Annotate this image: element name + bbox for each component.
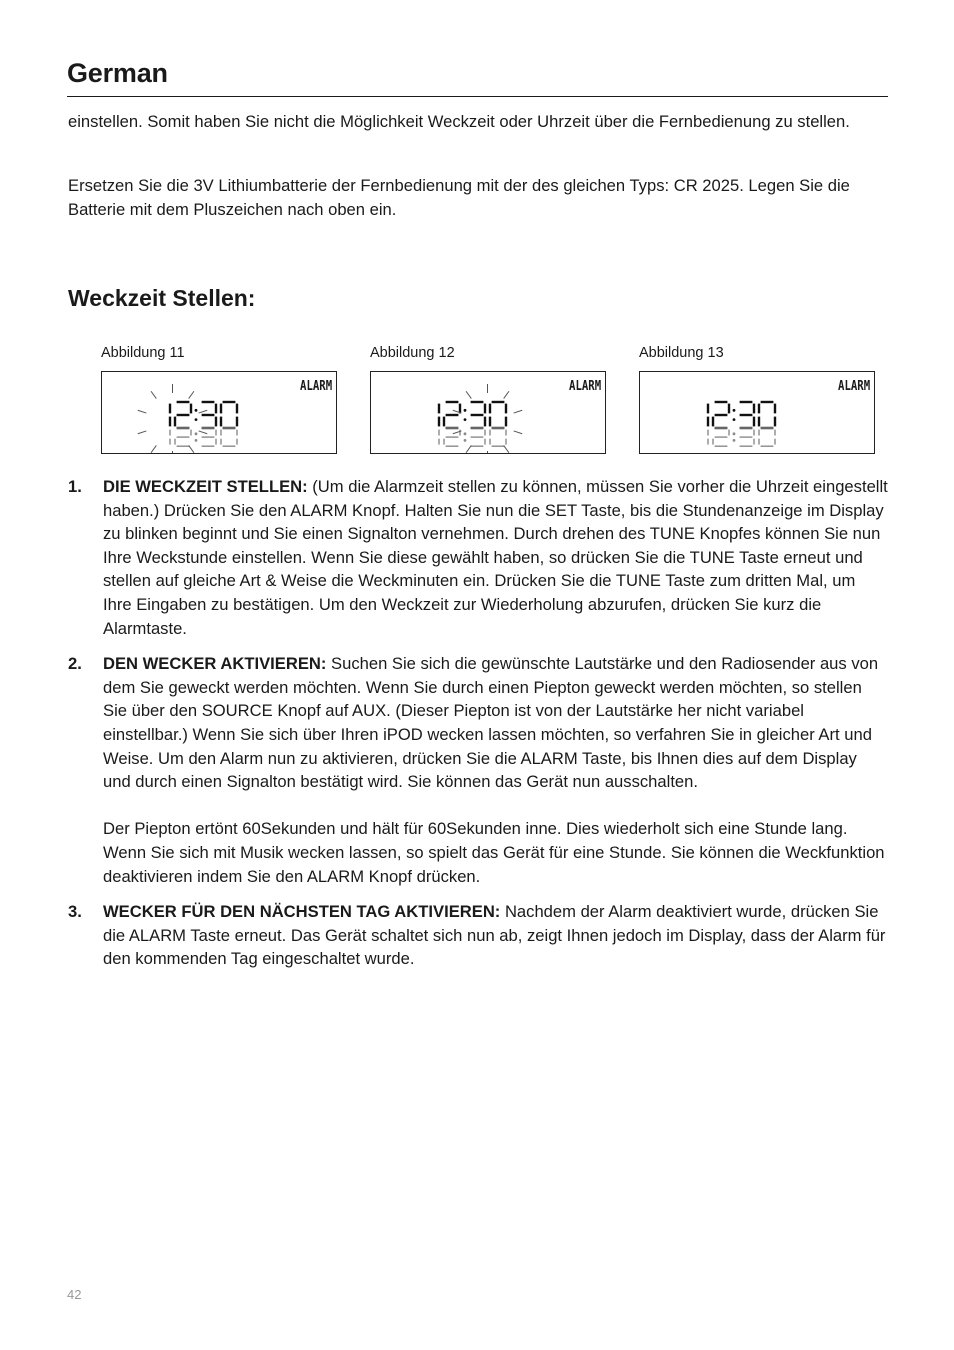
- blink-ray: [151, 445, 156, 452]
- lcd-display: [101, 371, 337, 454]
- step-heading: DIE WECKZEIT STELLEN:: [103, 477, 308, 496]
- alarm-indicator: ALARM: [299, 379, 332, 394]
- instruction-step-3: [68, 900, 888, 971]
- alarm-indicator: ALARM: [837, 379, 870, 394]
- figure-caption: Abbildung 12: [370, 345, 455, 361]
- blink-ray: [138, 410, 147, 413]
- lcd-colon: [195, 418, 198, 421]
- lcd-colon-ghost: [733, 432, 736, 435]
- intro-paragraph-1: einstellen. Somit haben Sie nicht die Möglichkeit Weckzeit oder Uhrzeit über die Fernbedienung zu stellen.: [68, 112, 850, 131]
- title-divider: [67, 96, 888, 97]
- step-heading: WECKER FÜR DEN NÄCHSTEN TAG AKTIVIEREN:: [103, 902, 501, 922]
- page-title: German: [67, 58, 168, 88]
- instruction-list: [68, 475, 888, 983]
- instruction-step-1: [68, 475, 888, 640]
- step-number: 3.: [68, 902, 82, 922]
- blink-ray: [189, 445, 194, 452]
- lcd-colon: [464, 418, 467, 421]
- figure-caption: Abbildung 13: [639, 345, 724, 361]
- intro-paragraph-2: Ersetzen Sie die 3V Lithiumbatterie der Fernbedienung mit der des gleichen Typs: CR 2025. Legen Sie die Batterie mit dem Pluszeichen nach oben ein.: [68, 176, 850, 219]
- lcd-colon: [733, 409, 736, 412]
- step-number: 1.: [68, 477, 82, 496]
- figure-caption: Abbildung 11: [101, 345, 185, 361]
- lcd-colon-ghost: [733, 439, 736, 442]
- lcd-colon: [464, 409, 467, 412]
- step-heading: DEN WECKER AKTIVIEREN:: [103, 654, 327, 674]
- lcd-colon-ghost: [464, 432, 467, 435]
- alarm-indicator: ALARM: [568, 379, 601, 394]
- figure-12: [370, 345, 606, 455]
- figure-13: [639, 345, 875, 455]
- lcd-colon-ghost: [195, 439, 198, 442]
- blink-ray: [504, 445, 509, 452]
- lcd-colon: [733, 418, 736, 421]
- figure-11: [101, 345, 337, 455]
- step-text: (Um die Alarmzeit stellen zu können, müssen Sie vorher die Uhrzeit eingestellt haben.) Drücken Sie den ALARM Knopf. Halten Sie nun die SET Taste, bis die Stundenanzeige im Display zu blinken beginnt und Sie einen Signalton vernehmen. Durch drehen des TUNE Knopfes können Sie nun Ihre Weckstunde einstellen. Wenn Sie diese gewählt haben, so drücken Sie die TUNE Taste erneut und stellen auf gleiche Art & Weise die Weckminuten ein. Drücken Sie die TUNE Taste zum dritten Mal, um Ihre Eingaben zu bestätigen. Um den Weckzeit zur Wiederholung abzurufen, drücken Sie kurz die Alarmtaste.: [103, 477, 888, 638]
- blink-ray: [151, 391, 156, 398]
- lcd-display: [370, 371, 606, 454]
- blink-ray: [466, 445, 471, 452]
- step-text: Suchen Sie sich die gewünschte Lautstärke und den Radiosender aus von dem Sie geweckt werden möchten. Wenn Sie durch einen Piepton geweckt werden möchten, so stellen Sie über den SOURCE Knopf auf AUX. (Dieser Piepton ist von der Lautstärke her nicht variabel einstellbar.) Wenn Sie sich über Ihren iPOD wecken lassen möchten, so verfahren Sie in gleicher Art und Weise. Um den Alarm nun zu aktivieren, drücken Sie die ALARM Taste, bis Ihnen dies auf dem Display und durch einen Signalton bestätigt wird. Sie können das Gerät nun ausschalten.: [103, 654, 879, 792]
- blink-ray: [514, 410, 523, 413]
- lcd-colon-ghost: [195, 432, 198, 435]
- blink-ray: [138, 431, 147, 434]
- blink-ray: [199, 410, 208, 413]
- blink-ray: [199, 431, 208, 434]
- blink-ray: [504, 391, 509, 398]
- section-heading: Weckzeit Stellen:: [68, 285, 256, 311]
- blink-ray: [514, 431, 523, 434]
- step-number: 2.: [68, 654, 82, 674]
- lcd-display: [639, 371, 875, 454]
- instruction-step-2: [68, 652, 888, 888]
- lcd-colon-ghost: [464, 439, 467, 442]
- page-number: 42: [67, 1287, 82, 1302]
- step-text: Nachdem der Alarm deaktiviert wurde, drücken Sie die ALARM Taste erneut. Das Gerät schaltet sich nun ab, zeigt Ihnen jedoch im Display, dass der Alarm für den kommenden Tag eingeschaltet wurde.: [103, 902, 886, 969]
- blink-ray: [189, 391, 194, 398]
- lcd-colon: [195, 409, 198, 412]
- blink-ray: [466, 391, 471, 398]
- step-extra-text: Der Piepton ertönt 60Sekunden und hält für 60Sekunden inne. Dies wiederholt sich eine Stunde lang. Wenn Sie sich mit Musik wecken lassen, so spielt das Gerät für eine Stunde. Sie können die Weckfunktion deaktivieren indem Sie den ALARM Knopf drücken.: [103, 819, 885, 886]
